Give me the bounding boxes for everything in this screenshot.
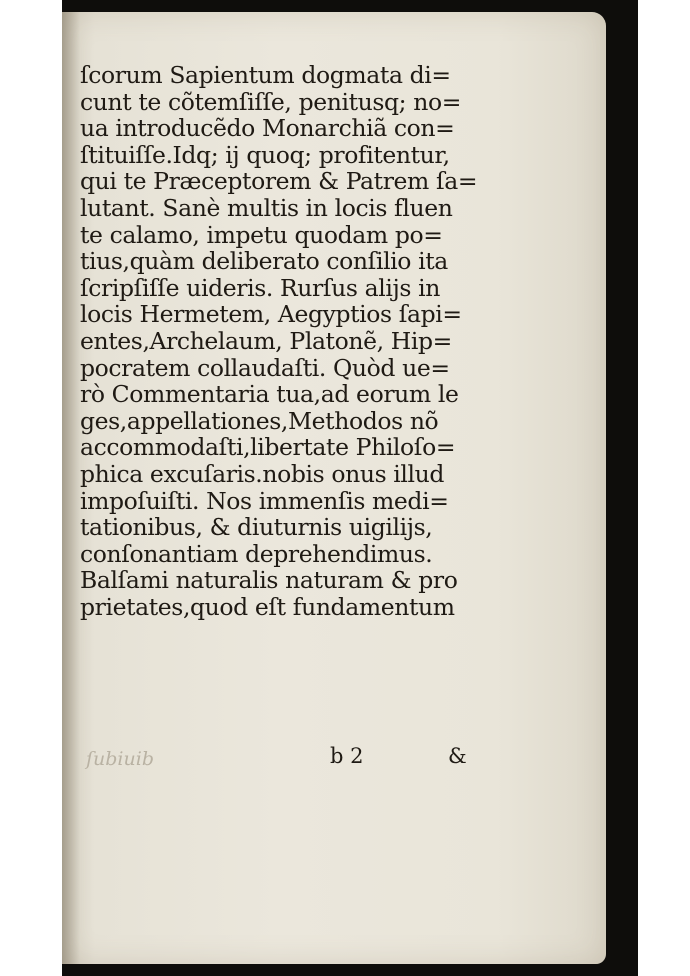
signature-mark: b 2 (330, 744, 364, 768)
text-line: ua introducẽdo Monarchiã con= (80, 114, 455, 143)
text-line: accommodaſti,libertate Philoſo= (80, 433, 456, 462)
text-line: ſcripſiſſe uideris. Rurſus alijs in (80, 273, 440, 302)
text-line: tationibus, & diuturnis uigilijs, (80, 513, 433, 542)
page-footer (86, 744, 486, 774)
gutter-shadow (62, 12, 80, 964)
text-line: Balſami naturalis naturam & pro (80, 566, 458, 595)
text-line: locis Hermetem, Aegyptios ſapi= (80, 300, 462, 329)
text-line: prietates,quod eſt fundamentum (80, 592, 455, 621)
text-line: pocratem collaudaſti. Quòd ue= (80, 353, 450, 382)
text-line: impoſuiſti. Nos immenſis medi= (80, 486, 449, 515)
text-line: phica excuſaris.nobis onus illud (80, 459, 445, 488)
text-line: conſonantiam deprehendimus. (80, 539, 433, 568)
text-line: ſtituiſſe.Idq; ij quoq; profitentur, (80, 140, 450, 169)
text-line: ſcorum Sapientum dogmata di= (80, 61, 451, 89)
show-through-text: ſubiuib (86, 748, 154, 770)
text-line: te calamo, impetu quodam po= (80, 220, 443, 249)
text-line: qui te Præceptorem & Patrem ſa= (80, 167, 478, 196)
text-line: lutant. Sanè multis in locis fluen (80, 193, 453, 222)
text-line: ges,appellationes,Methodos nõ (80, 406, 439, 435)
catchword: & (448, 744, 467, 768)
text-line: rò Commentaria tua,ad eorum le (80, 380, 459, 409)
page-text (80, 62, 480, 620)
text-line: tius,quàm deliberato conſilio ita (80, 247, 448, 276)
text-line: entes,Archelaum, Platonẽ, Hip= (80, 326, 452, 355)
text-line: cunt te cõtemſiſſe, penitusq; no= (80, 87, 462, 116)
